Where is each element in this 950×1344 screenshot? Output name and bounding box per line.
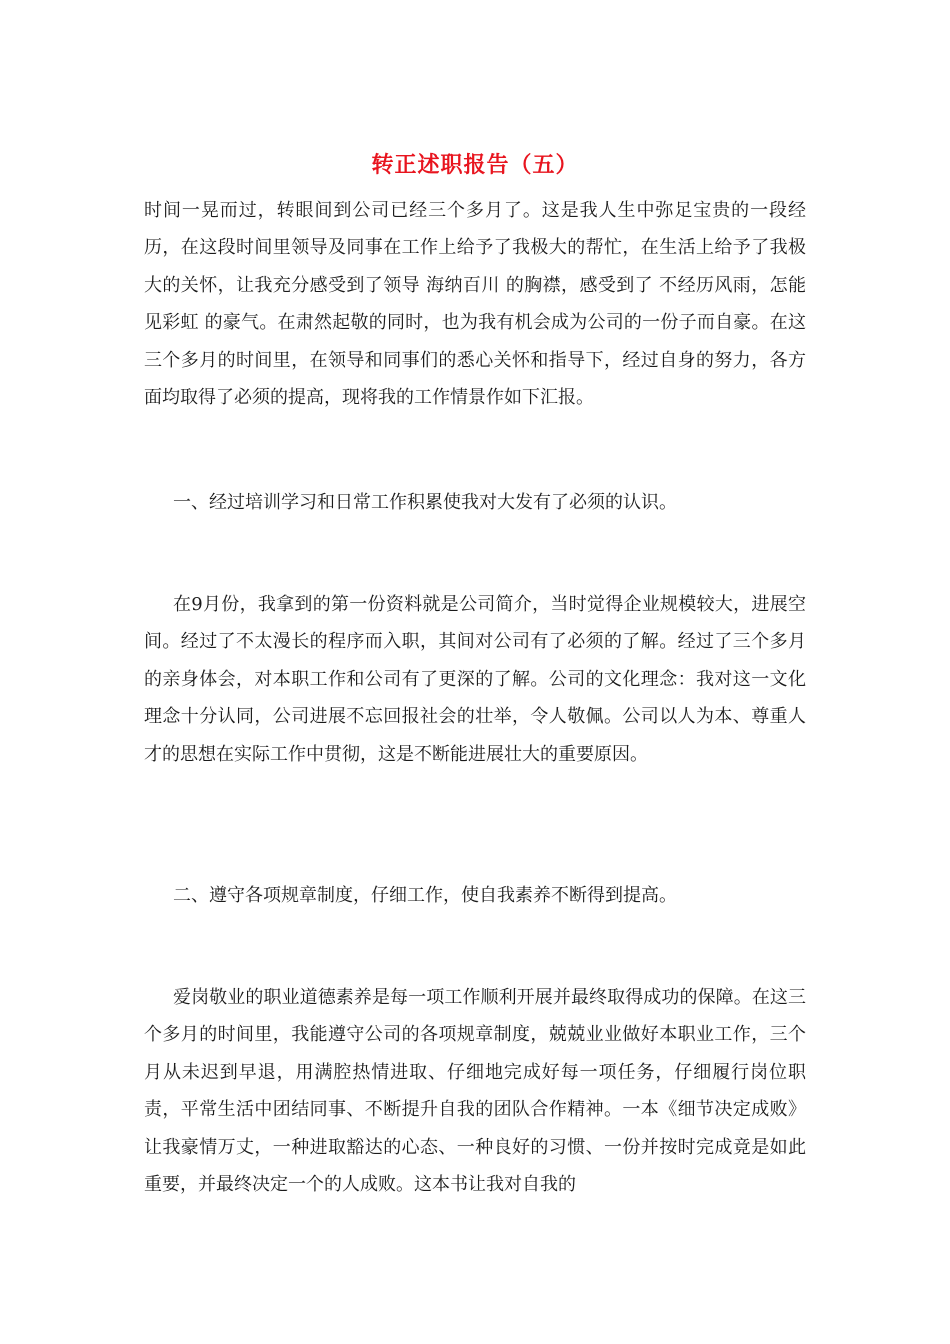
document-title: 转正述职报告（五） bbox=[371, 152, 579, 178]
section-heading-2: 二、遵守各项规章制度，仔细工作，使自我素养不断得到提高。 bbox=[173, 885, 677, 906]
section-heading-1: 一、经过培训学习和日常工作积累使我对大发有了必须的认识。 bbox=[173, 492, 677, 513]
paragraph-intro: 时间一晃而过，转眼间到公司已经三个多月了。这是我人生中弥足宝贵的一段经历，在这段时间里领导及同事在工作上给予了我极大的帮忙，在生活上给予了我极大的关怀，让我充分感受到了领导 海纳百川 的胸襟，感受到了 不经历风雨，怎能见彩虹 的豪气。在肃然起敬的同时，也为我有机会成为公司的一份子而自豪。在这三个多月的时间里，在领导和同事们的悉心关怀和指导下，经过自身的努力，各方面均取得了必须的提高，现将我的工作情景作如下汇报。 bbox=[144, 200, 806, 409]
paragraph-section-2: 爱岗敬业的职业道德素养是每一项工作顺利开展并最终取得成功的保障。在这三个多月的时间里，我能遵守公司的各项规章制度，兢兢业业做好本职业工作，三个月从未迟到早退，用满腔热情进取、仔细地完成好每一项任务，仔细履行岗位职责，平常生活中团结同事、不断提升自我的团队合作精神。一本《细节决定成败》让我豪情万丈，一种进取豁达的心态、一种良好的习惯、一份并按时完成竟是如此重要，并最终决定一个的人成败。这本书让我对自我的 bbox=[144, 987, 806, 1196]
paragraph-section-1: 在9月份，我拿到的第一份资料就是公司简介，当时觉得企业规模较大，进展空间。经过了不太漫长的程序而入职，其间对公司有了必须的了解。经过了三个多月的亲身体会，对本职工作和公司有了更深的了解。公司的文化理念：我对这一文化理念十分认同，公司进展不忘回报社会的壮举，令人敬佩。公司以人为本、尊重人才的思想在实际工作中贯彻，这是不断能进展壮大的重要原因。 bbox=[144, 594, 806, 765]
